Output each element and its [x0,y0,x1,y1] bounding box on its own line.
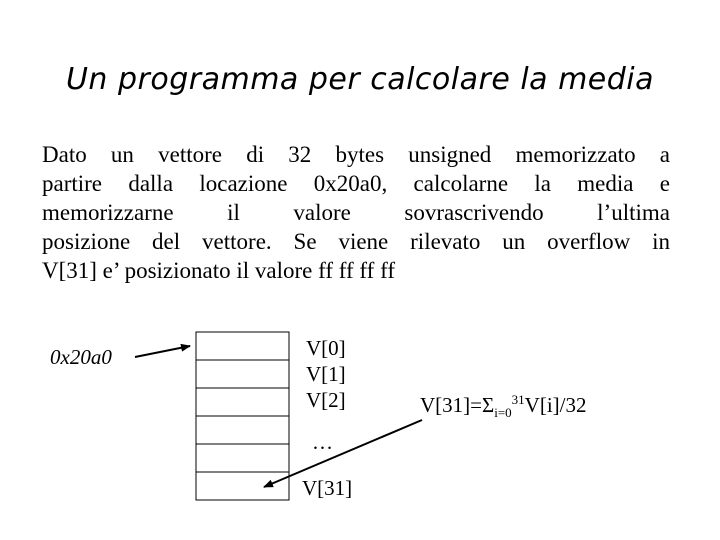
paragraph-line: memorizzarne il valore sovrascrivendo l’ultima [42,200,670,225]
paragraph-line: Dato un vettore di 32 bytes unsigned memorizzato a [42,142,670,167]
memory-cell [196,472,289,500]
memory-cells [196,332,289,500]
paragraph-line: posizione del vettore. Se viene rilevato un overflow in [42,229,670,254]
cell-label-ellipsis: … [312,430,333,454]
formula-lhs: V[31]=Σ [420,393,495,417]
slide-title: Un programma per calcolare la media [65,62,655,97]
memory-cell [196,388,289,416]
memory-cell [196,332,289,360]
paragraph-line: V[31] e’ posizionato il valore ff ff ff ff [42,258,395,283]
memory-cell [196,360,289,388]
formula-subscript: i=0 [494,405,512,421]
address-arrow [135,346,190,357]
start-address-label: 0x20a0 [50,345,112,369]
cell-label-v1: V[1] [306,362,346,386]
average-formula [420,392,587,421]
cell-label-v31: V[31] [302,476,353,500]
cell-label-v0: V[0] [306,336,346,360]
cell-label-v2: V[2] [306,388,346,412]
paragraph-line: partire dalla locazione 0x20a0, calcolarne la media e [42,171,670,196]
formula-rhs: V[i]/32 [524,393,587,417]
memory-cell [196,416,289,444]
memory-cell [196,444,289,472]
formula-superscript: 31 [511,392,525,407]
